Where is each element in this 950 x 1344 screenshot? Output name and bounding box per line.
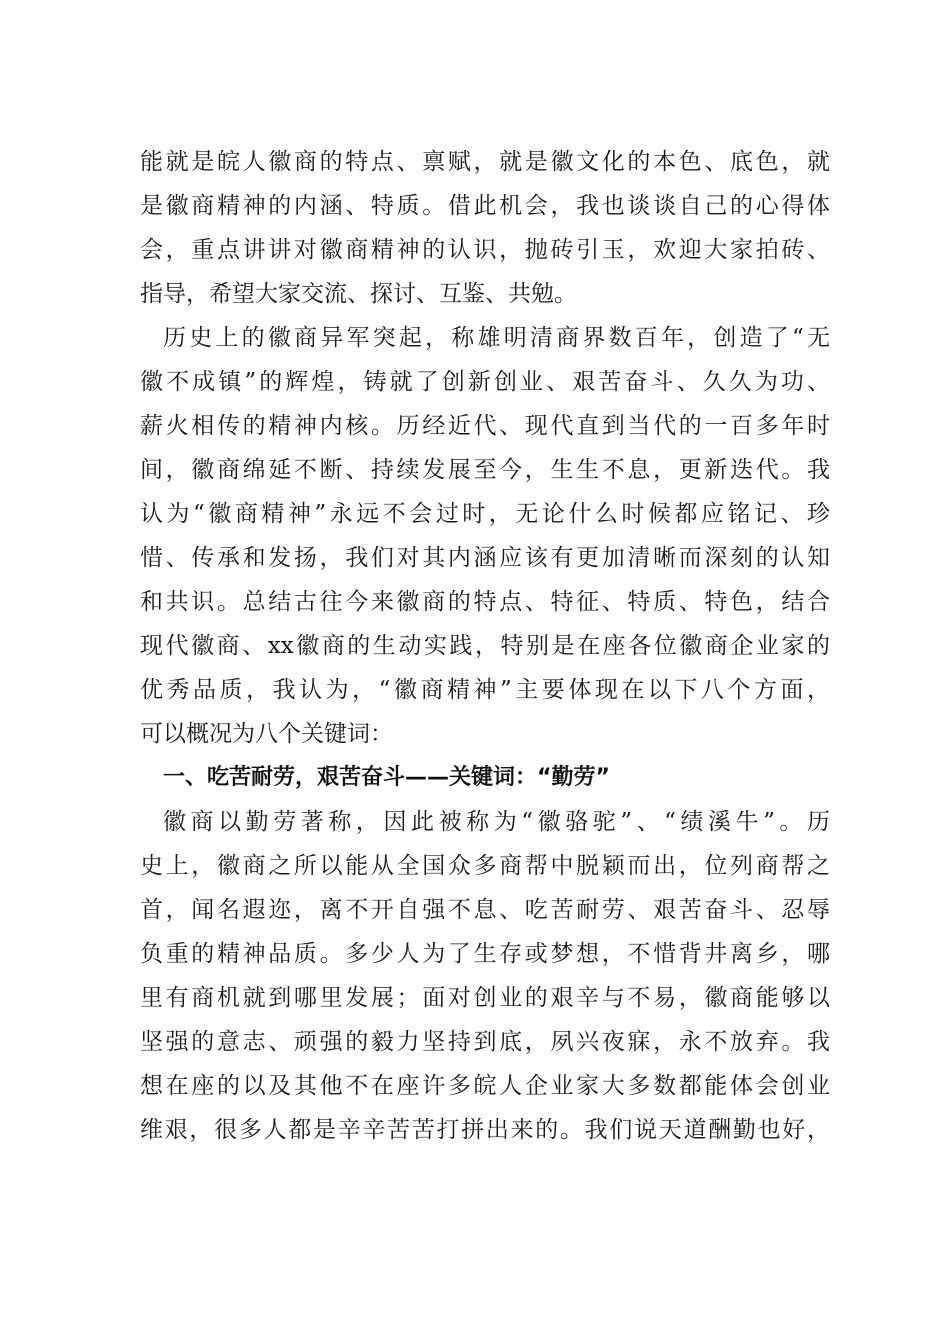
paragraph-line: 惜、传承和发扬，我们对其内涵应该有更加清晰而深刻的认知 — [140, 545, 830, 571]
paragraph-line: 负重的精神品质。多少人为了生存或梦想，不惜背井离乡，哪 — [140, 941, 830, 967]
paragraph-line: 薪火相传的精神内核。历经近代、现代直到当代的一百多年时 — [140, 413, 830, 439]
paragraph-line: 指导，希望大家交流、探讨、互鉴、共勉。 — [140, 281, 577, 307]
paragraph-line: 里有商机就到哪里发展；面对创业的艰辛与不易，徽商能够以 — [140, 985, 830, 1011]
document-body — [140, 140, 830, 1152]
paragraph-line: 是徽商精神的内涵、特质。借此机会，我也谈谈自己的心得体 — [140, 193, 830, 219]
paragraph-line: 现代徽商、xx徽商的生动实践，特别是在座各位徽商企业家的 — [140, 633, 830, 659]
paragraph-line: 想在座的以及其他不在座许多皖人企业家大多数都能体会创业 — [140, 1073, 830, 1099]
paragraph-line: 会，重点讲讲对徽商精神的认识，抛砖引玉，欢迎大家拍砖、 — [140, 237, 830, 263]
paragraph-line: 历史上的徽商异军突起，称雄明清商界数百年，创造了“无 — [163, 325, 830, 351]
paragraph-line: 能就是皖人徽商的特点、禀赋，就是徽文化的本色、底色，就 — [140, 149, 830, 175]
paragraph-line: 优秀品质，我认为，“徽商精神”主要体现在以下八个方面， — [140, 677, 830, 703]
paragraph-line: 徽不成镇”的辉煌，铸就了创新创业、艰苦奋斗、久久为功、 — [140, 369, 830, 395]
paragraph-line: 首，闻名遐迩，离不开自强不息、吃苦耐劳、艰苦奋斗、忍辱 — [140, 897, 830, 923]
paragraph-line: 史上，徽商之所以能从全国众多商帮中脱颖而出，位列商帮之 — [140, 853, 830, 879]
paragraph-line: 坚强的意志、顽强的毅力坚持到底，夙兴夜寐，永不放弃。我 — [140, 1029, 830, 1055]
paragraph-line: 间，徽商绵延不断、持续发展至今，生生不息，更新迭代。我 — [140, 457, 830, 483]
paragraph-line: 徽商以勤劳著称，因此被称为“徽骆驼”、“绩溪牛”。历 — [163, 809, 830, 835]
paragraph-line: 和共识。总结古往今来徽商的特点、特征、特质、特色，结合 — [140, 589, 830, 615]
paragraph-line: 维艰，很多人都是辛辛苦苦打拼出来的。我们说天道酬勤也好， — [140, 1117, 830, 1143]
paragraph-line: 认为“徽商精神”永远不会过时，无论什么时候都应铭记、珍 — [140, 501, 830, 527]
paragraph-line: 可以概况为八个关键词： — [140, 721, 393, 747]
section-heading: 一、吃苦耐劳，艰苦奋斗——关键词：“勤劳” — [163, 765, 610, 790]
